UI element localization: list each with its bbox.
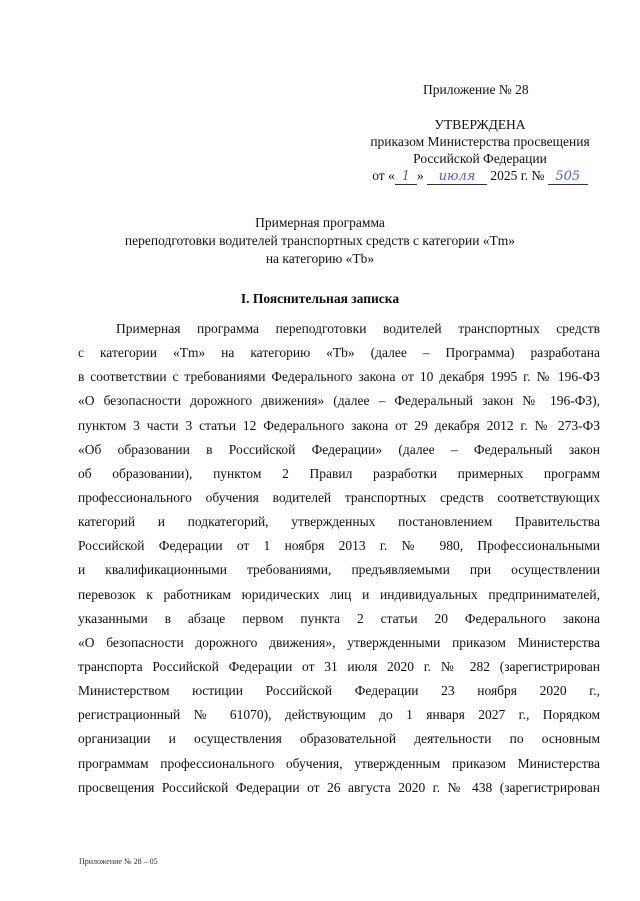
date-prefix: от « — [372, 168, 395, 183]
title-line-2: переподготовки водителей транспортных средств с категории «Tm» — [124, 233, 516, 248]
handwritten-order-number: 505 — [548, 170, 588, 185]
approved-label: УТВЕРЖДЕНА — [434, 117, 526, 132]
handwritten-month: июля — [427, 170, 487, 185]
program-title — [80, 214, 560, 268]
body-line: в соответствии с требованиями Федерального закона от 10 декабря 1995 г. № 196-ФЗ — [78, 369, 600, 385]
body-text — [78, 317, 600, 800]
body-line: «О безопасности дорожного движения», утвержденными приказом Министерства — [78, 634, 600, 650]
body-line: Примерная программа переподготовки водителей транспортных средств — [116, 321, 600, 336]
appendix-label: Приложение № 28 — [423, 82, 529, 97]
order-line-2: Российской Федерации — [413, 151, 547, 166]
body-line: с категории «Tm» на категорию «Tb» (далее – Программа) разработана — [78, 345, 600, 361]
body-line: программам профессионального обучения, утвержденным приказом Министерства — [78, 755, 600, 771]
body-line: перевозок к работникам юридических лиц и индивидуальных предпринимателей, — [78, 586, 600, 602]
approval-block — [340, 116, 620, 185]
body-line: и квалификационными требованиями, предъявляемыми при осуществлении — [78, 562, 600, 578]
date-year: 2025 г. № — [486, 168, 548, 183]
body-line: категорий и подкатегорий, утвержденных постановлением Правительства — [78, 514, 600, 530]
body-line: регистрационный № 61070), действующим до 1 января 2027 г., Порядком — [78, 707, 600, 723]
body-line: организации и осуществления образовательной деятельности по основным — [78, 731, 600, 747]
body-line: просвещения Российской Федерации от 26 августа 2020 г. № 438 (зарегистрирован — [78, 779, 600, 795]
title-line-3: на категорию «Tb» — [265, 251, 375, 266]
body-line: об образовании), пунктом 2 Правил разработки примерных программ — [78, 465, 600, 481]
body-line: «Об образовании в Российской Федерации» (далее – Федеральный закон — [78, 441, 600, 457]
body-line: Российской Федерации от 1 ноября 2013 г. № 980, Профессиональными — [78, 538, 600, 554]
title-line-1: Примерная программа — [255, 215, 385, 230]
handwritten-day: 1 — [395, 170, 417, 185]
page-footer: Приложение № 28 – 05 — [79, 857, 158, 866]
body-line: Министерством юстиции Российской Федерации 23 ноября 2020 г., — [78, 683, 600, 699]
body-line: профессионального обучения водителей транспортных средств соответствующих — [78, 489, 600, 505]
section-heading: I. Пояснительная записка — [240, 291, 400, 306]
body-line: указанными в абзаце первом пункта 2 статьи 20 Федерального закона — [78, 610, 600, 626]
body-line: транспорта Российской Федерации от 31 июля 2020 г. № 282 (зарегистрирован — [78, 658, 600, 674]
date-mid: » — [416, 168, 427, 183]
body-line: «О безопасности дорожного движения» (далее – Федеральный закон № 196-ФЗ), — [78, 393, 600, 409]
order-line-1: приказом Министерства просвещения — [370, 134, 590, 149]
order-date-line — [340, 167, 620, 185]
body-line: пунктом 3 части 3 статьи 12 Федерального закона от 29 декабря 2012 г. № 273-ФЗ — [78, 417, 600, 433]
